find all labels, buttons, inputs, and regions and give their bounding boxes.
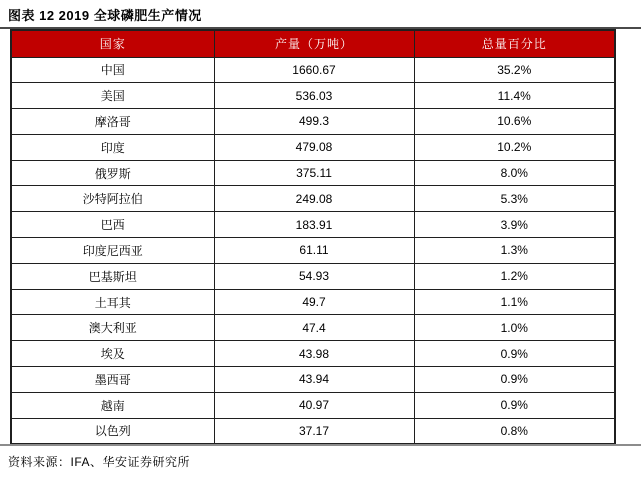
percentage-cell: 8.0% [414,160,615,186]
production-cell: 61.11 [214,238,414,264]
source-note: 资料来源：IFA、华安证券研究所 [8,455,191,469]
production-cell: 479.08 [214,134,414,160]
header-country: 国家 [11,30,214,57]
production-cell: 1660.67 [214,57,414,83]
production-cell: 183.91 [214,212,414,238]
percentage-cell: 10.2% [414,134,615,160]
country-cell: 印度尼西亚 [11,238,214,264]
table-body [11,57,615,444]
production-cell: 499.3 [214,109,414,135]
country-cell: 越南 [11,392,214,418]
figure-title: 图表 12 2019 全球磷肥生产情况 [8,8,202,23]
production-cell: 43.94 [214,367,414,393]
percentage-cell: 10.6% [414,109,615,135]
table-row [11,418,615,444]
percentage-cell: 0.9% [414,392,615,418]
table-row [11,212,615,238]
production-cell: 47.4 [214,315,414,341]
production-cell: 54.93 [214,263,414,289]
table-row [11,160,615,186]
production-cell: 49.7 [214,289,414,315]
table-row [11,83,615,109]
production-cell: 536.03 [214,83,414,109]
bottom-divider [0,444,641,446]
percentage-cell: 35.2% [414,57,615,83]
table-row [11,289,615,315]
percentage-cell: 5.3% [414,186,615,212]
percentage-cell: 1.2% [414,263,615,289]
table-row [11,238,615,264]
table-row [11,341,615,367]
country-cell: 澳大利亚 [11,315,214,341]
table-row [11,263,615,289]
country-cell: 埃及 [11,341,214,367]
production-cell: 249.08 [214,186,414,212]
percentage-cell: 0.9% [414,341,615,367]
header-percentage: 总量百分比 [414,30,615,57]
country-cell: 以色列 [11,418,214,444]
percentage-cell: 0.9% [414,367,615,393]
country-cell: 沙特阿拉伯 [11,186,214,212]
table-row [11,186,615,212]
production-cell: 37.17 [214,418,414,444]
table-row [11,392,615,418]
country-cell: 俄罗斯 [11,160,214,186]
percentage-cell: 1.0% [414,315,615,341]
production-cell: 43.98 [214,341,414,367]
country-cell: 巴西 [11,212,214,238]
production-cell: 40.97 [214,392,414,418]
percentage-cell: 0.8% [414,418,615,444]
country-cell: 墨西哥 [11,367,214,393]
table-header [11,30,615,57]
header-production: 产量（万吨） [214,30,414,57]
percentage-cell: 1.1% [414,289,615,315]
percentage-cell: 1.3% [414,238,615,264]
table-row [11,134,615,160]
percentage-cell: 3.9% [414,212,615,238]
production-table [10,29,616,445]
country-cell: 中国 [11,57,214,83]
table-row [11,57,615,83]
table-row [11,315,615,341]
country-cell: 摩洛哥 [11,109,214,135]
table-row [11,109,615,135]
country-cell: 巴基斯坦 [11,263,214,289]
production-cell: 375.11 [214,160,414,186]
country-cell: 美国 [11,83,214,109]
percentage-cell: 11.4% [414,83,615,109]
table-row [11,367,615,393]
country-cell: 印度 [11,134,214,160]
country-cell: 土耳其 [11,289,214,315]
header-row [11,30,615,57]
